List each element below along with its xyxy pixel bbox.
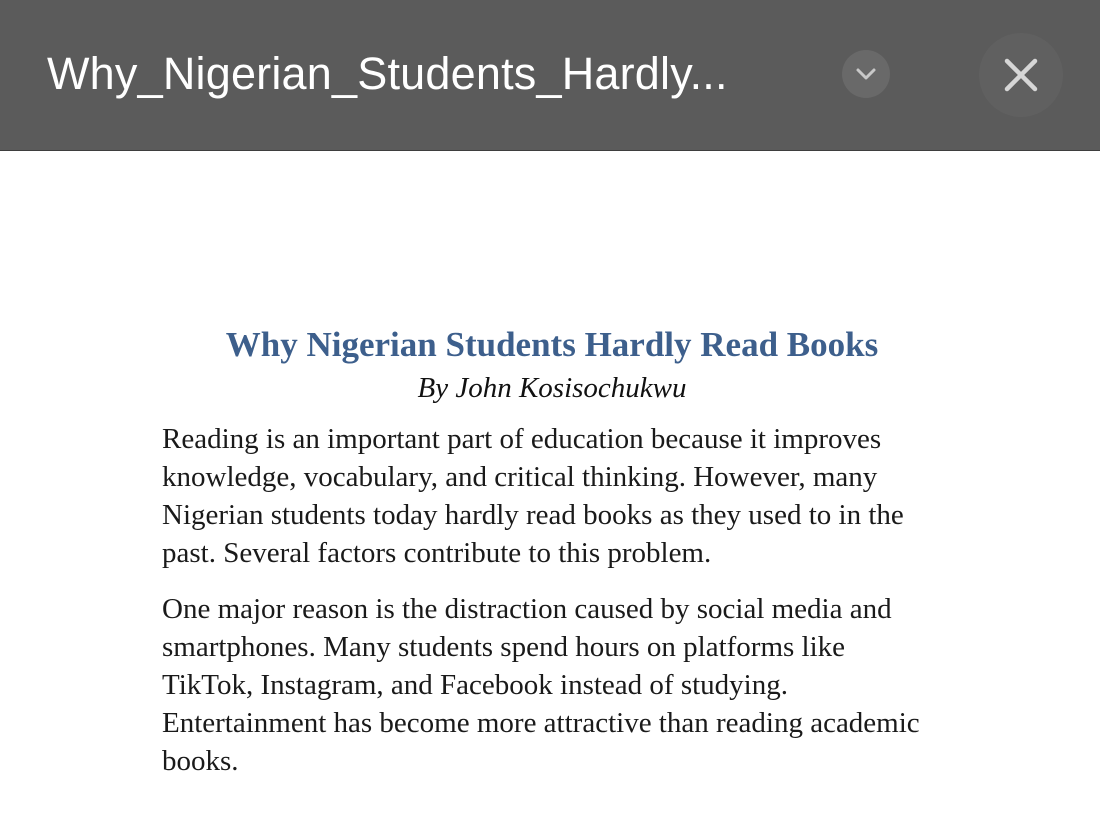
document-byline: By John Kosisochukwu [417,372,687,404]
chevron-down-icon [855,67,877,81]
file-title[interactable]: Why_Nigerian_Students_Hardly... [47,48,728,99]
title-menu-button[interactable] [842,50,890,98]
document-viewer-header [0,0,1100,151]
paragraph: Reading is an important part of education because it improves knowledge, vocabulary, and critical thinking. However, many Nigerian students today hardly read books as they used to in the past. Several factors contribute to this problem. [162,423,904,569]
close-button[interactable] [979,33,1063,117]
document-title: Why Nigerian Students Hardly Read Books [225,325,879,364]
paragraph: One major reason is the distraction caused by social media and smartphones. Many students spend hours on platforms like TikTok, Instagram, and Facebook instead of studying. Entertainment has become more attractive than reading academic books. [162,593,920,777]
close-icon [1003,57,1039,93]
document-page [162,320,942,798]
